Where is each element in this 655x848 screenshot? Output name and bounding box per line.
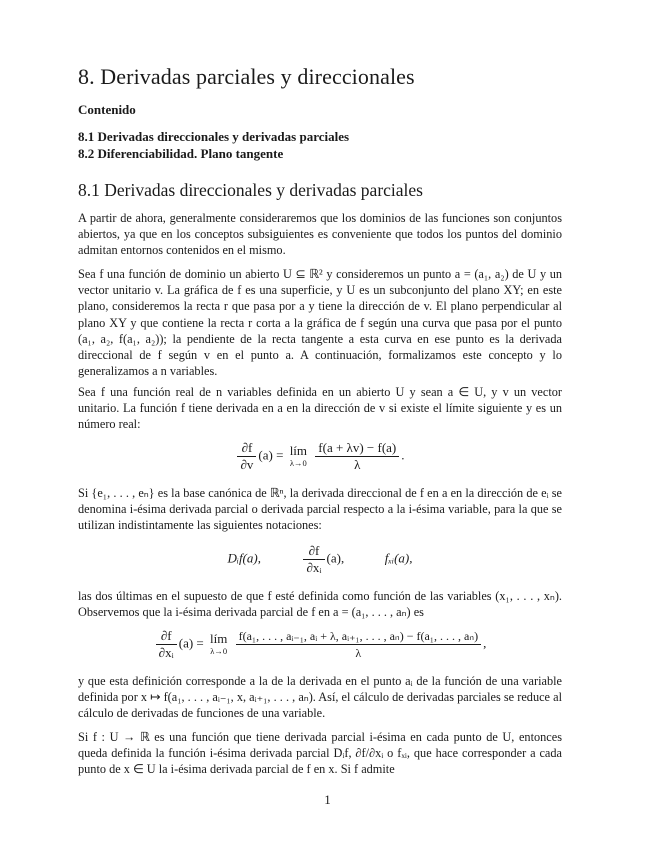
notation-Di: Dᵢf(a), [227, 550, 261, 566]
limit-subscript: λ→0 [289, 457, 307, 468]
toc-item[interactable]: 8.1 Derivadas direccionales y derivadas parciales [78, 129, 350, 144]
paragraph-partial-notation: Si {e₁, . . . , eₙ} es la base canónica de ℝⁿ, la derivada direccional de f en a en la dirección de eᵢ se denomina i-ésima derivada parcial o derivada parcial respecto a la i-ésima variable, para la que se utilizan indistintamente las siguientes notaciones: [78, 486, 562, 533]
paragraph-intro: A partir de ahora, generalmente consideraremos que los dominios de las funciones son conjuntos abiertos, ya que en los conceptos subsiguientes es conveniente que todos los puntos del dominio admitan entornos contenidos en el mismo. [78, 211, 562, 258]
section-title: 8.1 Derivadas direccionales y derivadas parciales [78, 180, 423, 200]
paragraph-directional-definition: Sea f una función real de n variables definida en un abierto U y sean a ∈ U, y v un vector unitario. La función f tiene derivada en a en la dirección de v si existe el límite siguiente y es un número real: [78, 385, 562, 432]
toc-item[interactable]: 8.2 Diferenciabilidad. Plano tangente [78, 146, 284, 161]
equation-end: , [483, 635, 487, 651]
fraction-df-dxi [156, 628, 177, 661]
fraction-numerator: f(a + λv) − f(a) [318, 440, 397, 455]
equation-argument: (a) = [258, 447, 284, 463]
fraction-numerator: ∂f [160, 628, 172, 643]
fraction-df-dv [237, 440, 256, 473]
fraction-difference-quotient [315, 440, 399, 473]
limit-subscript: λ→0 [210, 645, 228, 656]
page-number: 1 [324, 792, 331, 807]
limit-operator [210, 630, 228, 657]
fraction-partial-quotient [236, 628, 481, 661]
fraction-df-dxi [303, 543, 324, 576]
paragraph-partial-definition: las dos últimas en el supuesto de que f esté definida como función de las variables (x₁, . . . , xₙ). Observemos que la i-ésima derivada parcial de f en a = (a₁, . . . , aₙ) es [78, 589, 562, 620]
limit-word: lím [289, 442, 308, 458]
limit-word: lím [210, 630, 228, 646]
fraction-numerator: ∂f [241, 440, 253, 455]
limit-operator [289, 442, 308, 469]
equation-notations [78, 543, 562, 576]
fraction-numerator: ∂f [308, 543, 320, 558]
paragraph-geometric-motivation: Sea f una función de dominio un abierto U ⊆ ℝ² y consideremos un punto a = (a₁, a₂) de U y un vector unitario v. La gráfica de f es una superficie, y U es un subconjunto del plano XY; en este plano, consideremos la recta r que pasa por a y tiene la dirección de v. El plano perpendicular al plano XY y que contiene la recta r corta a la gráfica de f según una curva que pasa por el punto (a₁, a₂, f(a₁, a₂)); la pendiente de la recta tangente a esta curva en ese punto es la derivada direccional de f según v en el punto a. A continuación, formalizamos este concepto y lo generalizamos a n variables. [78, 267, 562, 379]
equation-directional-derivative [78, 440, 562, 473]
equation-argument: (a), [326, 550, 345, 566]
contents-heading: Contenido [78, 102, 136, 117]
fraction-denominator: λ [315, 456, 399, 473]
equation-argument: (a) = [178, 635, 204, 651]
fraction-denominator: ∂xᵢ [156, 644, 177, 661]
fraction-numerator: f(a₁, . . . , aᵢ₋₁, aᵢ + λ, aᵢ₊₁, . . . , aₙ) − f(a₁, . . . , aₙ) [238, 629, 479, 643]
fraction-denominator: ∂v [237, 456, 256, 473]
fraction-denominator: ∂xᵢ [303, 559, 324, 576]
fraction-denominator: λ [236, 644, 481, 661]
equation-end: . [401, 447, 405, 463]
table-of-contents [78, 128, 349, 162]
paragraph-one-variable-reduction: y que esta definición corresponde a la de la derivada en el punto aᵢ de la función de una variable definida por x ↦ f(a₁, . . . , aᵢ₋₁, x, aᵢ₊₁, . . . , aₙ). Así, el cálculo de derivadas parciales se reduce al cálculo de derivadas de funciones de una variable. [78, 674, 562, 721]
equation-partial-derivative [78, 628, 562, 661]
chapter-title: 8. Derivadas parciales y direccionales [78, 64, 415, 89]
notation-fxi: fₓᵢ(a), [384, 550, 413, 566]
paragraph-partial-function: Si f : U → ℝ es una función que tiene derivada parcial i-ésima en cada punto de U, entonces queda definida la función i-ésima derivada parcial Dᵢf, ∂f/∂xᵢ o fₓᵢ, que hace corresponder a cada punto de x ∈ U la i-ésima derivada parcial de f en x. Si f admite [78, 730, 562, 777]
